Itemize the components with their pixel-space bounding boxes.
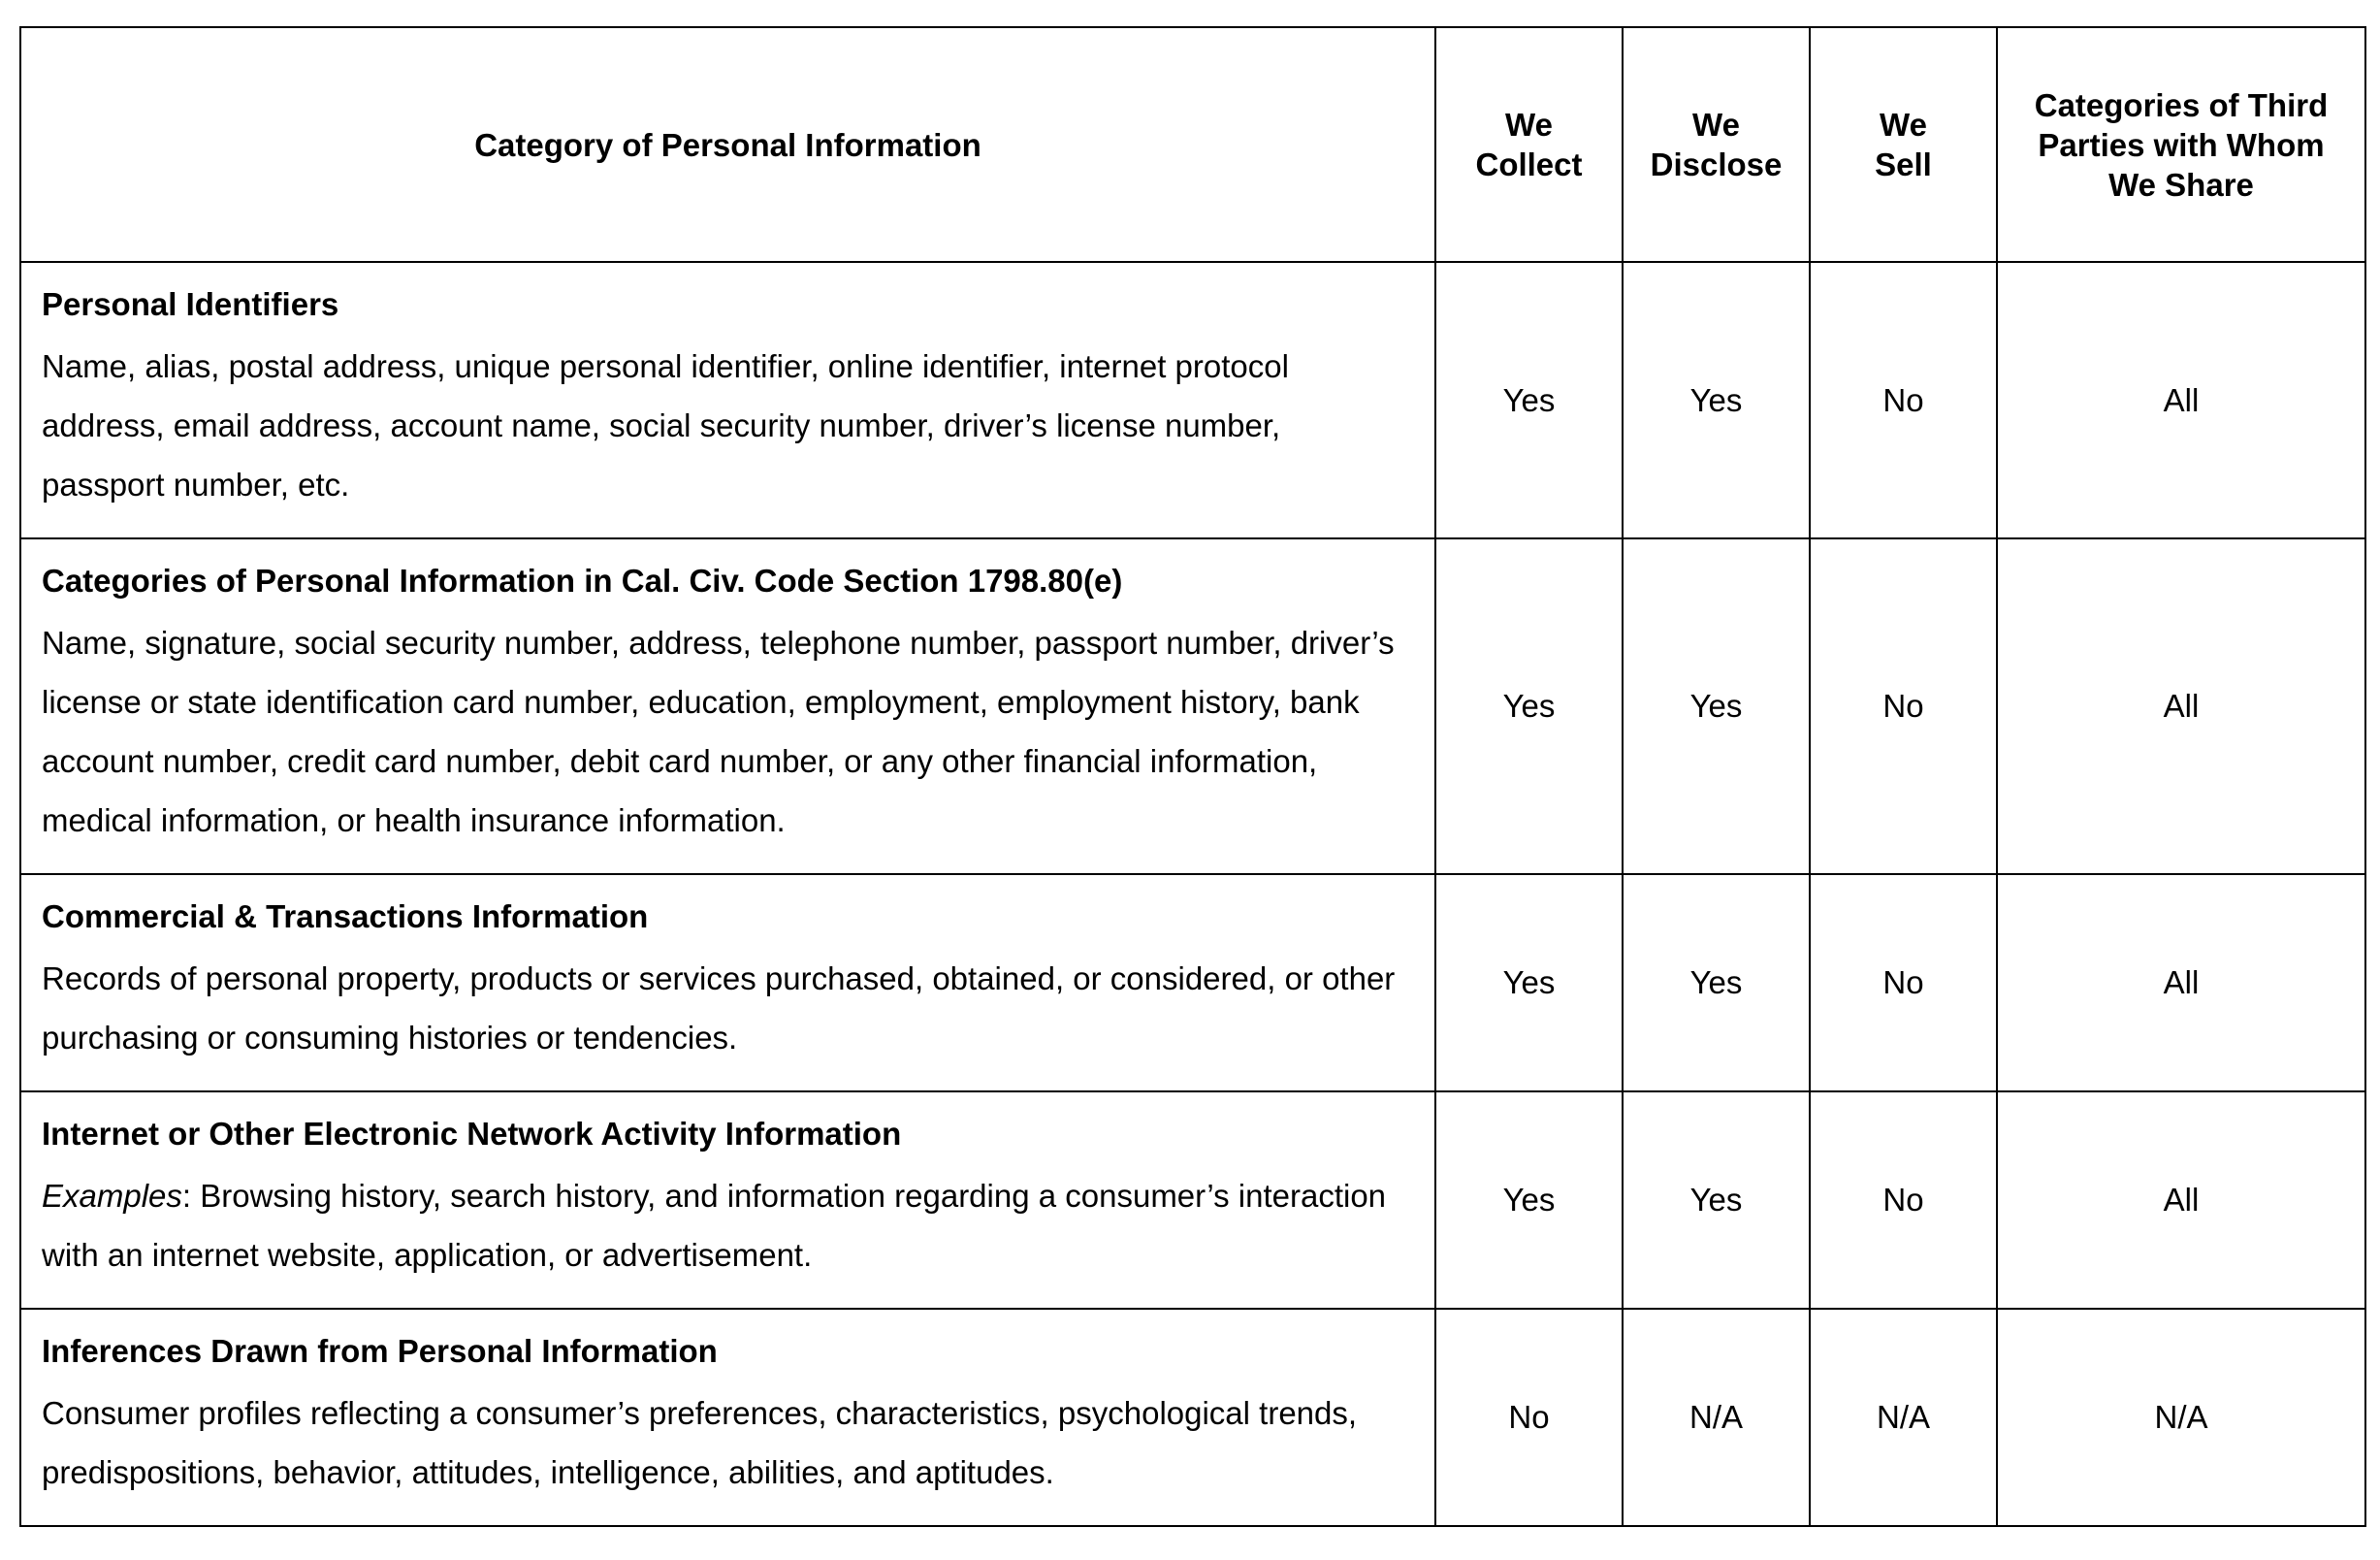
we-sell-value: No (1810, 262, 1997, 538)
category-description (42, 613, 1399, 850)
header-we-disclose (1623, 27, 1810, 262)
third-parties-value: All (1997, 262, 2365, 538)
third-parties-value: All (1997, 1091, 2365, 1309)
we-disclose-value: N/A (1623, 1309, 1810, 1526)
category-cell (20, 1091, 1435, 1309)
header-we-disclose-label: We Disclose (1650, 107, 1783, 182)
category-description-text: Records of personal property, products or services purchased, obtained, or considered, or other purchasing or consuming histories or tendencies. (42, 960, 1396, 1056)
table-row (20, 262, 2365, 538)
category-description-text: : Browsing history, search history, and information regarding a consumer’s interaction with an internet website, application, or advertisement. (42, 1178, 1387, 1273)
we-sell-value: No (1810, 538, 1997, 874)
category-title: Inferences Drawn from Personal Information (42, 1333, 718, 1369)
category-description-label: Examples (42, 1178, 182, 1214)
we-collect-value: No (1435, 1309, 1623, 1526)
table-header-row (20, 27, 2365, 262)
personal-information-table (19, 26, 2366, 1527)
category-cell (20, 1309, 1435, 1526)
header-we-collect (1435, 27, 1623, 262)
category-cell (20, 538, 1435, 874)
third-parties-value: All (1997, 538, 2365, 874)
header-we-collect-label: We Collect (1475, 107, 1583, 182)
we-disclose-value: Yes (1623, 538, 1810, 874)
header-we-sell-label: We Sell (1875, 107, 1932, 182)
category-description (42, 949, 1399, 1067)
category-title: Personal Identifiers (42, 286, 339, 322)
we-disclose-value: Yes (1623, 874, 1810, 1091)
category-cell (20, 874, 1435, 1091)
we-disclose-value: Yes (1623, 1091, 1810, 1309)
we-sell-value: No (1810, 1091, 1997, 1309)
table-row (20, 1309, 2365, 1526)
header-we-sell (1810, 27, 1997, 262)
category-title: Internet or Other Electronic Network Activity Information (42, 1116, 902, 1152)
we-sell-value: No (1810, 874, 1997, 1091)
category-title: Categories of Personal Information in Cal. Civ. Code Section 1798.80(e) (42, 563, 1123, 599)
third-parties-value: N/A (1997, 1309, 2365, 1526)
header-category: Category of Personal Information (20, 27, 1435, 262)
we-collect-value: Yes (1435, 1091, 1623, 1309)
category-description-text: Consumer profiles reflecting a consumer’s preferences, characteristics, psychological trends, predispositions, behavior, attitudes, intelligence, abilities, and aptitudes. (42, 1395, 1358, 1490)
we-sell-value: N/A (1810, 1309, 1997, 1526)
we-collect-value: Yes (1435, 538, 1623, 874)
category-description-text: Name, signature, social security number, address, telephone number, passport number, driver’s license or state identification card number, education, employment, employment history, bank account number, credit card number, debit card number, or any other financial information, medical information, or health insurance information. (42, 625, 1395, 838)
table-row (20, 1091, 2365, 1309)
category-cell (20, 262, 1435, 538)
table-row (20, 538, 2365, 874)
we-collect-value: Yes (1435, 874, 1623, 1091)
we-collect-value: Yes (1435, 262, 1623, 538)
category-description-text: Name, alias, postal address, unique personal identifier, online identifier, internet protocol address, email address, account name, social security number, driver’s license number, passport number, etc. (42, 348, 1289, 503)
category-description (42, 1383, 1399, 1502)
we-disclose-value: Yes (1623, 262, 1810, 538)
category-description (42, 337, 1399, 514)
header-third-parties-label: Categories of Third Parties with Whom We Share (2034, 86, 2329, 203)
category-title: Commercial & Transactions Information (42, 898, 649, 934)
category-description (42, 1166, 1399, 1284)
header-third-parties (1997, 27, 2365, 262)
privacy-table-container (19, 26, 2364, 1527)
third-parties-value: All (1997, 874, 2365, 1091)
table-row (20, 874, 2365, 1091)
